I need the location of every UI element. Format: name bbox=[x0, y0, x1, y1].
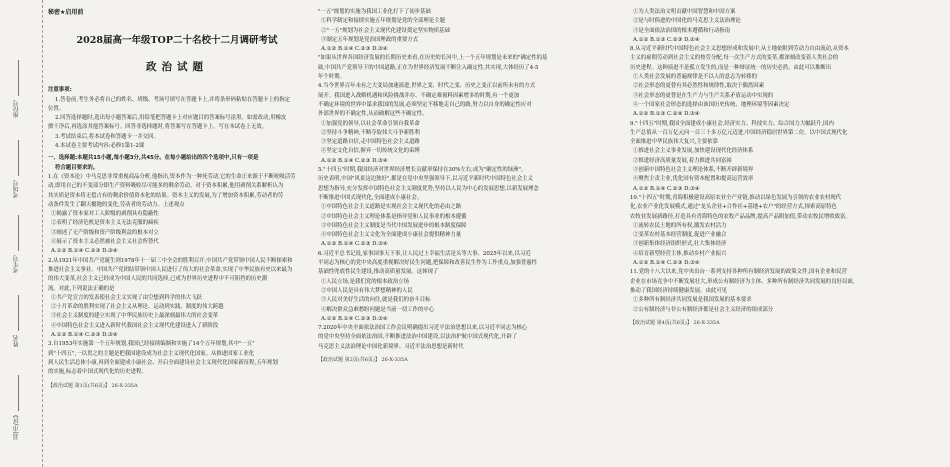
notes-title: 注意事项: bbox=[48, 87, 72, 94]
question-text: 历史进程。这种演进不是孤立发生的,而是一种辩证统一的历史必然。由此可以推断出 bbox=[630, 64, 832, 71]
question-text: 不确定环境的世界中谋求我国的发展,必须坚定不移地走自己的路,努力以自身的确定性应对 bbox=[318, 101, 532, 108]
question-text: 推进社会主义事业。中国共产党团结带领中国人民进行了伟大的社会革命,实现了中华民族有史以来最为 bbox=[48, 266, 293, 273]
choice-statement: ③制定五年规划是党治国理政的重要方式 bbox=[321, 36, 419, 43]
choice-statement: ②十月革命的胜利实现了社会主义从理论、运动到实践、制度的伟大跨越 bbox=[51, 304, 224, 311]
page-3-column bbox=[630, 8, 942, 458]
candidate-number-label: 考生号 bbox=[13, 255, 20, 273]
question-text: 到人民生活总体小康,再到全面建成小康社会、开启全面建设社会主义现代化国家新征程,五年规划 bbox=[48, 359, 278, 366]
choice-statement: ①推进社会主义事业发展,加快建设现代化经济体系 bbox=[633, 148, 754, 155]
choice-statement: ①中国特色社会主义道路是实现社会主义现代化的必由之路 bbox=[321, 204, 462, 211]
choice-statement: ③是全面依法治国的根本遵循和行动指南 bbox=[633, 27, 731, 34]
choice-statement: ①人民立场,是我们党的根本政治立场 bbox=[321, 278, 409, 285]
question-text: 基础性兜底性民生建设,推动高质量发展。这体现了 bbox=[318, 269, 439, 276]
choice-statement: ①加强党的领导,以社会革命引领自我革命 bbox=[321, 120, 420, 127]
note-line: 3.考试结束后,将本试卷和答题卡一并交回。 bbox=[55, 133, 159, 140]
page-2-questions bbox=[318, 8, 618, 365]
question-text: 的党中央坚持全面依法治国,不断推进法治中国建设,以法治护航中国式现代化,开辟了 bbox=[318, 334, 518, 341]
page-1-column bbox=[48, 8, 306, 448]
question-text: 11.党的十八大以来,党中央出台一系列支持各种所有制经济发展的政策文件,国有企业和民营 bbox=[630, 269, 847, 276]
name-label: 姓名 bbox=[13, 335, 20, 347]
question-text: 主义的雇佣劳动到社会主义的按劳分配,每一次生产方式的变革,都深刻改变着人类社会的 bbox=[630, 55, 839, 62]
answer-options: A.①② B.①④ C.②③ D.③④ bbox=[51, 332, 118, 339]
choice-statement: ①多种所有制经济共同发展是我国发展的基本要求 bbox=[633, 297, 752, 304]
choice-statement: ④展示了资本主义必然被社会主义社会所替代 bbox=[51, 239, 159, 246]
answer-options: A.①② B.①④ C.②③ D.③④ bbox=[321, 46, 388, 53]
choice-statement: ①人类社会发展的普遍规律是不以人的意志为转移的 bbox=[633, 74, 757, 81]
choice-statement: ③中国特色社会主义制度是当代中国发展进步的根本制度保障 bbox=[321, 222, 467, 229]
note-line: 2.回答选择题时,选出每小题答案后,用铅笔把答题卡上对应题目的答案标号涂黑。如需改动,用橡皮 bbox=[55, 115, 287, 122]
question-text: 思想为指导,充分发挥中国特色社会主义制度优势,坚持以人民为中心的发展思想,以新发展理念 bbox=[318, 185, 539, 192]
question-text: 的伟大变革,社会主义已经成为中国人民的共同选择,已成为世界历史进程中不可阻挡的历史潮 bbox=[48, 276, 268, 283]
choice-statement: ②中国特色社会主义理论体系是指导党和人民事业的根本遵循 bbox=[321, 213, 467, 220]
question-text: 农牧业发展新路径,打造具有青海特色的农牧产品品牌,提高产品附加值,带动农牧民增收致富。 bbox=[630, 213, 851, 220]
choice-statement: ①为人类法治文明贡献中国智慧和中国方案 bbox=[633, 9, 736, 15]
question-text: 的实施,标志着中国式现代化的历史进程。 bbox=[48, 369, 147, 376]
candidate-number-line bbox=[18, 215, 19, 251]
section-title: 一、选择题:本题共15小题,每小题3分,共45分。在每小题给出的四个选项中,只有一项是 bbox=[48, 155, 259, 162]
page-3-questions bbox=[630, 8, 942, 328]
question-text: 3.自1953年实施第一个五年规划,我国已经接续编制和实施了14个五年规划,其中"一五" bbox=[48, 341, 255, 348]
question-text: 不断推进中国式现代化,全面建成小康社会。 bbox=[318, 194, 423, 201]
choice-statement: ③阐述了无产阶级和资产阶级利益的根本对立 bbox=[51, 229, 159, 236]
choice-statement: ②表明了经济危机是资本主义无法克服的痼疾 bbox=[51, 220, 159, 227]
note-line: 4.本试卷主要考试内容:必修1第1-2课 bbox=[55, 143, 145, 150]
question-text: 流。对此,下列说法正确的是 bbox=[48, 285, 115, 292]
choice-statement: ④中国特色社会主义文化为全面建成小康社会提供精神力量 bbox=[321, 232, 462, 239]
question-text: 企业在市场竞争中不断发展壮大,形成公有制经济为主体、多种所有制经济共同发展的良好局面, bbox=[630, 278, 855, 285]
question-text: 4.当今世界百年未有之大变局加速演进,世界之变、时代之变、历史之变正以前所未有的方式 bbox=[318, 83, 536, 90]
exam-room-label: 考场号 bbox=[13, 180, 20, 198]
choice-statement: ③坚定道路自信,走中国特色社会主义道路 bbox=[321, 139, 420, 146]
answer-options: A.①② B.①④ C.②③ D.③④ bbox=[321, 241, 388, 248]
choice-statement: ④一个国家社会形态的选择由该国历史传统、地理环境等因素决定 bbox=[633, 101, 790, 108]
choice-statement: ④中国特色社会主义进入新时代我国社会主义现代化建设进入了新阶段 bbox=[51, 322, 219, 329]
answer-options: A.①② B.①④ C.②③ D.③④ bbox=[321, 157, 388, 164]
choice-statement: ①共产党宣言的发表使社会主义实现了由空想到科学的伟大飞跃 bbox=[51, 294, 202, 301]
page-2-column bbox=[318, 8, 618, 458]
question-text: 动条件发生了翻天覆地的变化,劳动者的劳动力。上述观点 bbox=[48, 201, 185, 208]
choice-statement: ②推进经济高质量发展,着力推进共同富裕 bbox=[633, 157, 732, 164]
question-text: 其实质是资本将无偿占有的剩余价值资本化的结果。资本主义的发展,为了增加资本积累,劳动者的劳 bbox=[48, 192, 284, 199]
choice-statement: ②变革农村基本经营制度,促进产业融合 bbox=[633, 232, 727, 239]
question-text: 展开。我国进入战略机遇和风险挑战并存、不确定难预料因素增多的时期,有一个更加 bbox=[318, 92, 520, 99]
answer-options: A.①② B.①④ C.②③ D.③④ bbox=[633, 185, 700, 192]
choice-statement: ③创新中国特色社会主义理论体系,不断开辟新境界 bbox=[633, 167, 754, 174]
seat-number-line bbox=[18, 60, 19, 96]
choice-statement: ①科学制定和接续实施五年规划是党的全部理论主题 bbox=[321, 18, 445, 25]
choice-statement: ③人民对美好生活的向往,就是我们的奋斗目标 bbox=[321, 297, 431, 304]
page-footer: 【政治试题 第4页(共6页)】 26-X-335A bbox=[630, 319, 720, 326]
choice-statement: ①流转农民土地的所有权,激发农村活力 bbox=[633, 222, 727, 229]
answer-options: A.①② B.①④ C.②③ D.③④ bbox=[633, 260, 700, 267]
question-text: 平同志为核心的党中央高度重视解决好民生问题,把保障和改善民生作为工作重点,加强普惠性 bbox=[318, 260, 538, 267]
binding-margin bbox=[0, 0, 43, 467]
question-text: 外部世界的不确定性,从而破解这些不确定性。 bbox=[318, 111, 428, 118]
choice-statement: ③创新集体经济组织形式,壮大集体经济 bbox=[633, 241, 727, 248]
choice-statement: ②公有制经济与非公有制经济都是社会主义经济的组成部分 bbox=[633, 306, 774, 313]
answer-options: A.①② B.①③ C.②③ D.②④ bbox=[633, 36, 700, 43]
question-text: 6.习近平总书记说,家事国事天下事,让人民过上幸福生活是头等大事。2025年以来,以习近 bbox=[318, 250, 531, 257]
question-text: 7.2020年中央全面依法治国工作会议明确提出习近平法治思想以来,以习近平同志为核心 bbox=[318, 325, 528, 332]
question-text: 全面推进中华民族伟大复兴,主要依靠 bbox=[630, 139, 718, 146]
question-text: 础,中国共产党领导下的中国道路,正在为世界经济发展不断注入确定性,其实现,大体经历了4-5 bbox=[318, 64, 539, 71]
question-text: 年个时期。 bbox=[318, 74, 345, 81]
name-line bbox=[18, 295, 19, 331]
page-1-questions bbox=[48, 173, 306, 391]
question-text: 马克思主义法治理论中国化新境界。习近平法治思想是新时代 bbox=[318, 343, 464, 350]
choice-statement: ②是与时俱进的中国化的马克思主义法治理论 bbox=[633, 18, 741, 25]
choice-statement: ④解决群众急难愁盼问题是当前一切工作的中心 bbox=[321, 306, 435, 313]
choice-statement: ④坚定文化自信,摒弃一切传统文化的束缚 bbox=[321, 148, 420, 155]
question-text: 历史表明,中国"风景这边独好",都是在党中央坚强领导下,以习近平新时代中国特色社会主义 bbox=[318, 176, 533, 183]
county-line bbox=[18, 375, 19, 411]
subject-title: 政治试题 bbox=[146, 61, 208, 74]
question-text: 动,即用自己的不变部分即生产资料吸收尽可能多的剩余劳动。对于资本积累,他用剥削关系解析认为 bbox=[48, 183, 284, 190]
confidential-mark: 秘密★启用前 bbox=[48, 9, 84, 16]
choice-statement: ②社会形态的更替有其必然性和规律性,取决于偶然因素 bbox=[633, 83, 765, 90]
question-text: 化,农业产业化发展模式,通过"龙头企业+合作社+基地+农户"的经营方式,探索高原特色 bbox=[630, 204, 837, 211]
choice-statement: ②"一五"规划为社会主义现代化建设奠定坚实物质基础 bbox=[321, 27, 450, 34]
question-text: 5."十四五"时期,我国经济对世界经济增长贡献率保持在30%左右,成为"确定性的绿洲"。 bbox=[318, 167, 527, 174]
county-label: 县(市/区) bbox=[13, 415, 20, 440]
choice-statement: ②坚持斗争精神,不断夺取伟大斗争新胜利 bbox=[321, 129, 420, 136]
choice-statement: ③社会形态的更替是在生产力与生产关系矛盾运动中实现的 bbox=[633, 92, 774, 99]
question-text: 推动了我国经济持续健康发展。由此可见 bbox=[630, 287, 728, 294]
question-text: "一五"规划的实施为我国工业化打下了初步基础 bbox=[318, 9, 431, 15]
answer-options: A.①② B.①④ C.②③ D.③④ bbox=[321, 315, 388, 322]
question-text: 8.从习近平新时代中国特色社会主义思想形成和发展中,从土地依附到劳动力自由流动,从资本 bbox=[630, 46, 849, 53]
exam-title: 2028届高一年级TOP二十名校十二月调研考试 bbox=[76, 35, 278, 47]
answer-options: A.①② B.①③ C.②④ D.③④ bbox=[633, 111, 700, 118]
note-line: 擦干净后,再选涂其他答案标号。回答非选择题时,将答案写在答题卡上。写在本试卷上无效。 bbox=[48, 124, 268, 131]
note-line: 位置。 bbox=[48, 105, 65, 112]
note-line: 1.答卷前,考生务必将自己的姓名、班级、考场号填写在答题卡上,并将条形码粘贴在答题卡上的指定 bbox=[55, 96, 290, 103]
page-footer: 【政治试题 第2页(共6页)】 26-X-335A bbox=[318, 356, 408, 363]
exam-room-line bbox=[18, 140, 19, 176]
choice-statement: ④培育新型经营主体,推动乡村产业振兴 bbox=[633, 250, 727, 257]
choice-statement: ①揭露了资本家对工人阶级的剥削具有隐蔽性 bbox=[51, 211, 159, 218]
question-text: 2.从1921年中国共产党诞生到1978年十一届三中全会的胜利召开,中国共产党带领中国人民不断探索和 bbox=[48, 257, 293, 264]
choice-statement: ②中国人民是具有伟大梦想精神的人民 bbox=[321, 287, 413, 294]
section-title-cont: 符合题目要求的。 bbox=[55, 164, 99, 171]
question-text: 1.在《资本论》中马克思非常重视商品分析,他指出,资本作为一种死劳动,它的生命正来源于不断吮吸活劳 bbox=[48, 173, 296, 180]
choice-statement: ④聚焦主责主业,优化国有资本配置和提高运营效率 bbox=[633, 176, 754, 183]
question-text: "如果从世界各国经济发展的长期历史来看,在历史的长河中,上一个五年规划是未来的"确定性的基 bbox=[318, 55, 548, 62]
question-text: 到"十四五",一以贯之的主题是把我国建设成为社会主义现代化国家。从推进国家工业化 bbox=[48, 350, 255, 357]
question-text: 9."十四五"时期,我国全面建成小康社会,经济实力、科技实力、综合国力大幅跃升,国内 bbox=[630, 120, 834, 127]
seat-number-label: 座位号 bbox=[13, 100, 20, 118]
answer-options: A.①② B.①④ C.②③ D.③④ bbox=[51, 248, 118, 255]
choice-statement: ③社会主义制度的建立实现了中华民族历史上最深刻最伟大的社会变革 bbox=[51, 313, 219, 320]
page-footer: 【政治试题 第1页(共6页)】 26-X-335A bbox=[48, 382, 138, 389]
question-text: 10."十四五"时期,青海积极建设高原农业全产业链,推动以绿色发展为引领的农业农村现代 bbox=[630, 194, 842, 201]
question-text: 生产总值从一百万亿元向一百三十多万亿元迈进,中国经济稳居世界第二位。以中国式现代化 bbox=[630, 129, 848, 136]
